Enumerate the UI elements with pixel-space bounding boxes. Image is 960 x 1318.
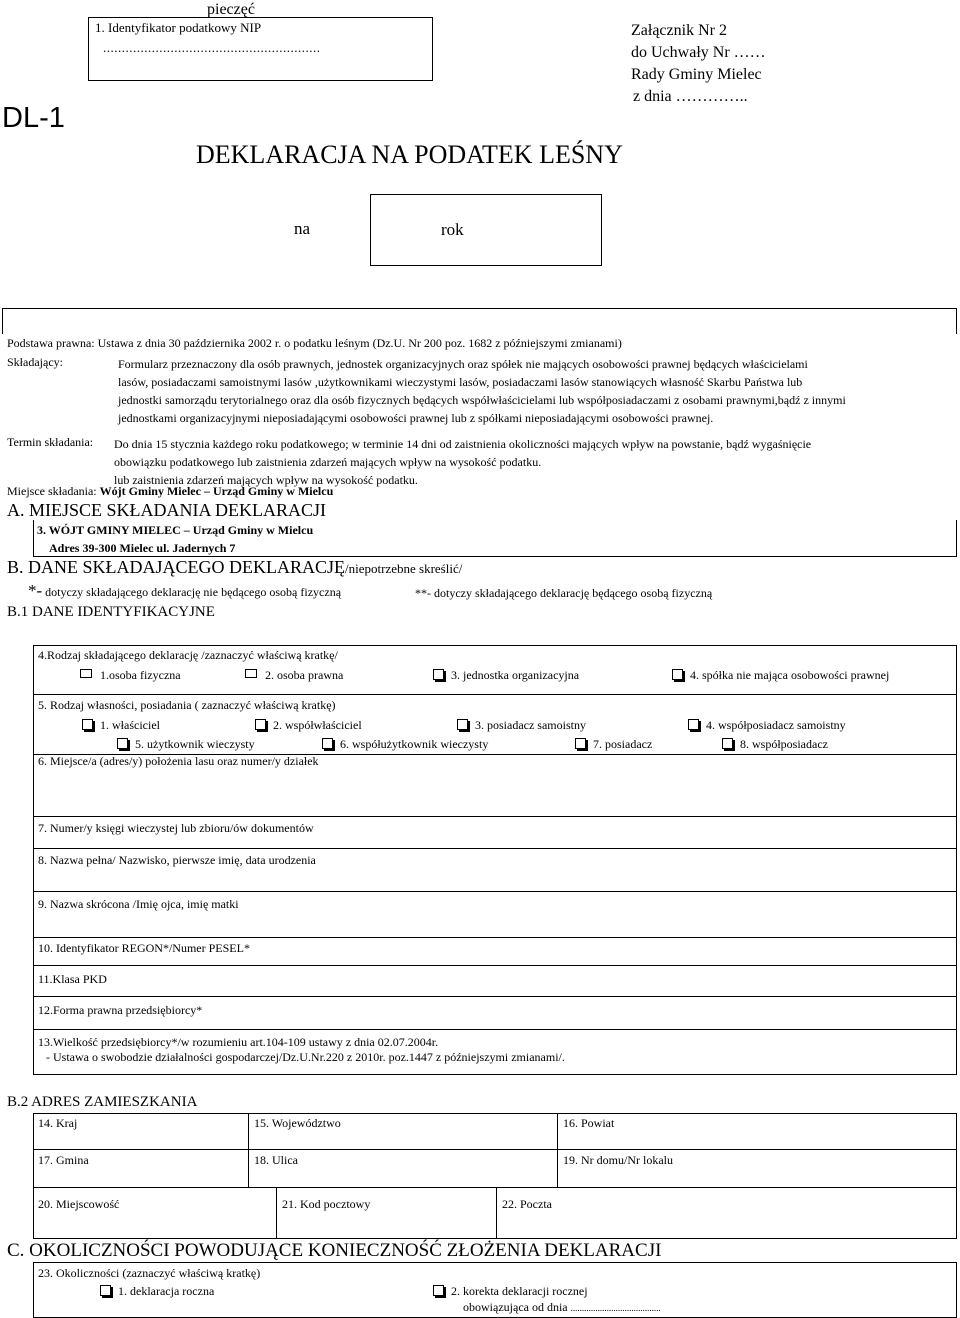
page-title: DEKLARACJA NA PODATEK LEŚNY	[196, 140, 623, 169]
option-legal-person[interactable]	[245, 668, 343, 683]
option-possessor[interactable]	[457, 718, 586, 733]
deadline-description	[114, 435, 811, 489]
filer-label: Składający:	[7, 355, 63, 369]
option-label: 4. współposiadacz samoistny	[706, 718, 846, 732]
correction-date-dots: ........................................	[570, 1303, 661, 1313]
form-code: DL-1	[2, 102, 65, 134]
field13-line2: - Ustawa o swobodzie działalności gospodarczej/Dz.U.Nr.220 z 2010r. poz.1447 z późniejszymi zmianami/.	[46, 1050, 565, 1064]
option-label: 3. posiadacz samoistny	[475, 718, 586, 732]
office-name: 3. WÓJT GMINY MIELEC – Urząd Gminy w Mielcu	[37, 523, 314, 537]
section-b-heading-row	[7, 557, 462, 578]
town-field[interactable]: 20. Miejscowość	[38, 1197, 120, 1211]
option-label: 7. posiadacz	[593, 737, 653, 751]
b2-heading: B.2 ADRES ZAMIESZKANIA	[7, 1094, 198, 1110]
option-co-owner[interactable]	[255, 718, 362, 733]
filer-description	[118, 355, 846, 427]
checkbox-icon[interactable]	[100, 1285, 111, 1296]
checkbox-icon[interactable]	[575, 738, 586, 749]
field23-label: 23. Okoliczności (zaznaczyć właściwą kratkę)	[38, 1266, 261, 1280]
field8-label: 8. Nazwa pełna/ Nazwisko, pierwsze imię, data urodzenia	[38, 853, 316, 867]
option-partnership[interactable]	[672, 668, 889, 683]
annex-line: Rady Gminy Mielec	[631, 66, 762, 83]
option-label: 2. osoba prawna	[265, 668, 344, 682]
checkbox-icon[interactable]	[255, 719, 266, 730]
province-field[interactable]: 15. Województwo	[254, 1116, 341, 1130]
filer-line: Formularz przeznaczony dla osób prawnych, jednostek organizacyjnych oraz spółek nie mających osobowości prawnej będących właścicielami	[118, 357, 808, 371]
option-label: 1. właściciel	[100, 718, 160, 732]
checkbox-icon[interactable]	[322, 738, 333, 749]
street-field[interactable]: 18. Ulica	[254, 1153, 298, 1167]
place-value: Wójt Gminy Mielec – Urząd Gminy w Mielcu	[99, 484, 334, 498]
post-office-field[interactable]: 22. Poczta	[502, 1197, 552, 1211]
filer-line: jednostkami organizacyjnymi nieposiadającymi osobowości prawnej lub z spółkami nieposiadającymi osobowości prawnej.	[118, 411, 714, 425]
option-label: 5. użytkownik wieczysty	[135, 737, 255, 751]
footnote-legal-text: dotyczy składającego deklarację nie będącego osobą fizyczną	[45, 585, 342, 599]
checkbox-icon[interactable]	[82, 719, 93, 730]
deadline-line: obowiązku podatkowego lub zaistnienia zdarzeń mających wpływ na wysokość podatku.	[114, 455, 542, 469]
option-natural-person[interactable]	[80, 668, 181, 683]
checkbox-icon[interactable]	[117, 738, 128, 749]
section-b-heading: B. DANE SKŁADAJĄCEGO DEKLARACJĘ	[7, 557, 346, 577]
field5-label: 5. Rodzaj własności, posiadania ( zaznaczyć właściwą kratkę)	[38, 698, 336, 712]
annex-line: do Uchwały Nr ……	[631, 44, 766, 61]
checkbox-icon[interactable]	[722, 738, 733, 749]
b1-heading: B.1 DANE IDENTYFIKACYJNE	[7, 604, 215, 620]
option-owner[interactable]	[82, 718, 160, 733]
annex-line: Załącznik Nr 2	[631, 22, 727, 39]
place-row	[7, 484, 333, 499]
checkbox-icon[interactable]	[672, 669, 683, 680]
field12-label: 12.Forma prawna przedsiębiorcy*	[38, 1003, 203, 1017]
place-label: Miejsce składania:	[7, 484, 97, 498]
option-annual[interactable]	[100, 1284, 214, 1299]
legal-basis-top	[2, 308, 957, 334]
deadline-line: Do dnia 15 stycznia każdego roku podatkowego; w terminie 14 dni od zaistnienia okoliczności mających wpływ na powstanie, bądź wygaśnięcie	[114, 437, 812, 451]
field10-label: 10. Identyfikator REGON*/Numer PESEL*	[38, 941, 250, 955]
rok-label: rok	[441, 220, 464, 239]
option-co-holder[interactable]	[722, 737, 828, 752]
option-label: 2. współwłaściciel	[273, 718, 362, 732]
correction-date[interactable]	[463, 1300, 661, 1315]
footnote-natural: **- dotyczy składającego deklarację będącego osobą fizyczną	[415, 586, 713, 600]
commune-field[interactable]: 17. Gmina	[38, 1153, 89, 1167]
country-field[interactable]: 14. Kraj	[38, 1116, 78, 1130]
option-label: 1.osoba fizyczna	[100, 668, 181, 682]
field9-label: 9. Nazwa skrócona /Imię ojca, imię matki	[38, 897, 239, 911]
option-org-unit[interactable]	[433, 668, 579, 683]
postal-code-field[interactable]: 21. Kod pocztowy	[282, 1197, 371, 1211]
option-label: 3. jednostka organizacyjna	[451, 668, 580, 682]
filer-line: lasów, posiadaczami samoistnymi lasów ,użytkownikami wieczystymi lasów, posiadaczami lasów stanowiących własność Skarbu Państwa lub	[118, 375, 803, 389]
option-label: 1. deklaracja roczna	[118, 1284, 215, 1298]
county-field[interactable]: 16. Powiat	[563, 1116, 615, 1130]
option-label: 4. spółka nie mająca osobowości prawnej	[690, 668, 890, 682]
option-label: 2. korekta deklaracji rocznej	[451, 1284, 588, 1298]
field6-label: 6. Miejsce/a (adres/y) położenia lasu oraz numer/y działek	[38, 754, 319, 768]
checkbox-icon[interactable]	[457, 719, 468, 730]
field13-line1: 13.Wielkość przedsiębiorcy*/w rozumieniu art.104-109 ustawy z dnia 02.07.2004r.	[38, 1035, 439, 1049]
annex-note	[631, 20, 766, 108]
stamp-label: pieczęć	[207, 1, 255, 18]
year-box[interactable]	[370, 194, 602, 266]
field4-label: 4.Rodzaj składającego deklarację /zaznaczyć właściwą kratkę/	[38, 648, 338, 662]
option-perpetual-co-user[interactable]	[322, 737, 488, 752]
annex-line: z dnia …………..	[633, 88, 748, 105]
footnote-legal	[28, 581, 341, 601]
footnote-mark: *-	[28, 581, 43, 600]
checkbox-icon[interactable]	[688, 719, 699, 730]
deadline-label: Termin składania:	[7, 435, 94, 449]
checkbox-icon[interactable]	[80, 669, 92, 678]
option-holder[interactable]	[575, 737, 652, 752]
field7-label: 7. Numer/y księgi wieczystej lub zbioru/ów dokumentów	[38, 821, 314, 835]
option-label: 8. współposiadacz	[740, 737, 828, 751]
field11-label: 11.Klasa PKD	[38, 972, 107, 986]
checkbox-icon[interactable]	[433, 669, 444, 680]
legal-basis: Podstawa prawna: Ustawa z dnia 30 października 2002 r. o podatku leśnym (Dz.U. Nr 200 poz. 1682 z późniejszymi zmianami)	[7, 336, 622, 350]
checkbox-icon[interactable]	[433, 1285, 444, 1296]
house-number-field[interactable]: 19. Nr domu/Nr lokalu	[563, 1153, 673, 1167]
option-co-possessor[interactable]	[688, 718, 846, 733]
filer-line: jednostki samorządu terytorialnego oraz dla osób fizycznych będących współwłaścicielami lub współposiadaczami z osobami prawnymi,bądź z innymi	[118, 393, 846, 407]
deadline-line: lub zaistnienia zdarzeń mających wpływ na wysokość podatku.	[114, 473, 418, 487]
section-c-heading: C. OKOLICZNOŚCI POWODUJĄCE KONIECZNOŚĆ ZŁOŻENIA DEKLARACJI	[7, 1240, 662, 1261]
checkbox-icon[interactable]	[245, 669, 257, 678]
correction-date-label: obowiązująca od dnia	[463, 1300, 571, 1314]
nip-label: 1. Identyfikator podatkowy NIP	[95, 20, 262, 35]
section-b-note: /niepotrzebne skreślić/	[345, 561, 463, 576]
option-label: 6. współużytkownik wieczysty	[340, 737, 489, 751]
option-perpetual-user[interactable]	[117, 737, 255, 752]
address-table	[33, 1113, 957, 1239]
office-address: Adres 39-300 Mielec ul. Jadernych 7	[49, 541, 236, 555]
nip-box[interactable]	[88, 17, 433, 81]
option-correction[interactable]	[433, 1284, 588, 1299]
na-label: na	[294, 219, 311, 238]
section-a-heading: A. MIEJSCE SKŁADANIA DEKLARACJI	[7, 500, 327, 520]
nip-dots: ..........................................................	[103, 40, 321, 55]
